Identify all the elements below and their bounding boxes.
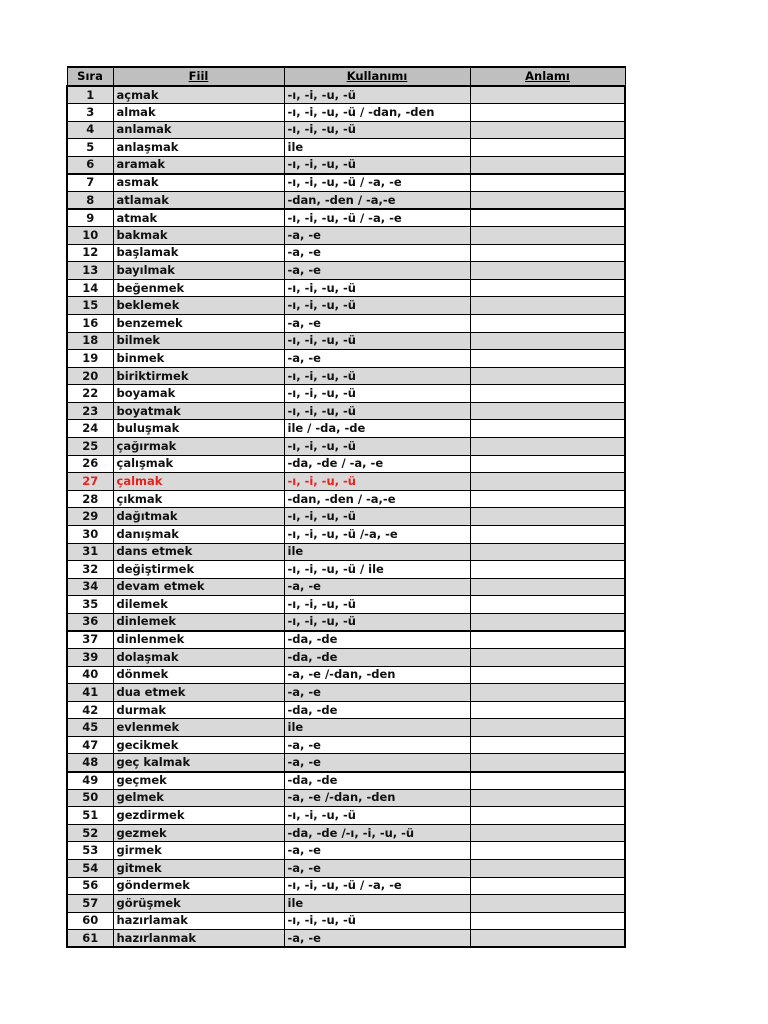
cell-sira: 13 <box>67 262 113 280</box>
cell-fiil: binmek <box>113 350 284 368</box>
cell-anlami <box>470 367 625 385</box>
cell-fiil: evlenmek <box>113 719 284 737</box>
cell-kullanimi: -a, -e <box>284 736 470 754</box>
cell-anlami <box>470 613 625 631</box>
table-row <box>67 649 625 667</box>
cell-fiil: gezmek <box>113 824 284 842</box>
cell-kullanimi: -a, -e <box>284 842 470 860</box>
cell-kullanimi: -ı, -i, -u, -ü <box>284 473 470 491</box>
cell-fiil: değiştirmek <box>113 561 284 579</box>
cell-fiil: çağırmak <box>113 438 284 456</box>
cell-kullanimi: -ı, -i, -u, -ü <box>284 279 470 297</box>
cell-fiil: atmak <box>113 209 284 227</box>
header-anlami: Anlamı <box>470 67 625 86</box>
cell-sira: 56 <box>67 877 113 895</box>
cell-fiil: gitmek <box>113 859 284 877</box>
cell-kullanimi: -ı, -i, -u, -ü <box>284 438 470 456</box>
cell-fiil: biriktirmek <box>113 367 284 385</box>
cell-sira: 26 <box>67 455 113 473</box>
cell-sira: 53 <box>67 842 113 860</box>
cell-sira: 34 <box>67 578 113 596</box>
cell-anlami <box>470 736 625 754</box>
cell-sira: 49 <box>67 772 113 790</box>
cell-anlami <box>470 578 625 596</box>
cell-kullanimi: -ı, -i, -u, -ü / -a, -e <box>284 877 470 895</box>
cell-anlami <box>470 209 625 227</box>
cell-sira: 50 <box>67 789 113 807</box>
cell-fiil: gezdirmek <box>113 807 284 825</box>
cell-kullanimi: -ı, -i, -u, -ü / -dan, -den <box>284 104 470 122</box>
cell-fiil: göndermek <box>113 877 284 895</box>
cell-kullanimi: -dan, -den / -a,-e <box>284 490 470 508</box>
cell-sira: 40 <box>67 666 113 684</box>
header-row <box>67 67 625 86</box>
cell-kullanimi: -ı, -i, -u, -ü <box>284 86 470 104</box>
table-row <box>67 684 625 702</box>
cell-anlami <box>470 402 625 420</box>
cell-sira: 18 <box>67 332 113 350</box>
cell-anlami <box>470 490 625 508</box>
cell-fiil: almak <box>113 104 284 122</box>
cell-anlami <box>470 895 625 913</box>
table-row <box>67 543 625 561</box>
cell-kullanimi: -a, -e <box>284 227 470 245</box>
cell-sira: 47 <box>67 736 113 754</box>
cell-fiil: boyatmak <box>113 402 284 420</box>
cell-anlami <box>470 86 625 104</box>
cell-fiil: girmek <box>113 842 284 860</box>
cell-anlami <box>470 561 625 579</box>
cell-fiil: görüşmek <box>113 895 284 913</box>
cell-anlami <box>470 332 625 350</box>
table-row <box>67 772 625 790</box>
table-row <box>67 842 625 860</box>
table-row <box>67 156 625 174</box>
cell-fiil: beğenmek <box>113 279 284 297</box>
cell-sira: 31 <box>67 543 113 561</box>
cell-sira: 35 <box>67 596 113 614</box>
cell-sira: 20 <box>67 367 113 385</box>
cell-fiil: çıkmak <box>113 490 284 508</box>
cell-anlami <box>470 139 625 157</box>
cell-fiil: bakmak <box>113 227 284 245</box>
cell-sira: 30 <box>67 525 113 543</box>
cell-anlami <box>470 420 625 438</box>
table-row <box>67 736 625 754</box>
table-row <box>67 895 625 913</box>
cell-sira: 16 <box>67 315 113 333</box>
cell-anlami <box>470 719 625 737</box>
cell-sira: 51 <box>67 807 113 825</box>
table-row <box>67 402 625 420</box>
table-row <box>67 227 625 245</box>
cell-fiil: gelmek <box>113 789 284 807</box>
cell-anlami <box>470 508 625 526</box>
cell-kullanimi: -a, -e <box>284 262 470 280</box>
cell-anlami <box>470 350 625 368</box>
table-row <box>67 701 625 719</box>
cell-anlami <box>470 789 625 807</box>
cell-kullanimi: -a, -e /-dan, -den <box>284 666 470 684</box>
cell-fiil: beklemek <box>113 297 284 315</box>
table-row <box>67 525 625 543</box>
header-fiil: Fiil <box>113 67 284 86</box>
cell-fiil: atlamak <box>113 191 284 209</box>
cell-sira: 9 <box>67 209 113 227</box>
header-kullanimi: Kullanımı <box>284 67 470 86</box>
table-row <box>67 877 625 895</box>
cell-sira: 48 <box>67 754 113 772</box>
table-row <box>67 859 625 877</box>
cell-fiil: dolaşmak <box>113 649 284 667</box>
table-row <box>67 385 625 403</box>
cell-fiil: çalmak <box>113 473 284 491</box>
cell-fiil: geçmek <box>113 772 284 790</box>
cell-fiil: danışmak <box>113 525 284 543</box>
cell-fiil: hazırlamak <box>113 912 284 930</box>
table-row <box>67 209 625 227</box>
cell-anlami <box>470 754 625 772</box>
cell-kullanimi: -ı, -i, -u, -ü <box>284 385 470 403</box>
table-row <box>67 139 625 157</box>
cell-anlami <box>470 279 625 297</box>
cell-kullanimi: ile <box>284 139 470 157</box>
cell-kullanimi: -ı, -i, -u, -ü <box>284 613 470 631</box>
table-row <box>67 315 625 333</box>
cell-sira: 61 <box>67 930 113 948</box>
cell-kullanimi: -ı, -i, -u, -ü <box>284 332 470 350</box>
cell-sira: 15 <box>67 297 113 315</box>
table-row <box>67 350 625 368</box>
table-row <box>67 613 625 631</box>
cell-fiil: aramak <box>113 156 284 174</box>
cell-fiil: gecikmek <box>113 736 284 754</box>
cell-kullanimi: -ı, -i, -u, -ü <box>284 156 470 174</box>
cell-kullanimi: -dan, -den / -a,-e <box>284 191 470 209</box>
cell-sira: 29 <box>67 508 113 526</box>
cell-anlami <box>470 525 625 543</box>
cell-anlami <box>470 824 625 842</box>
verb-table-sheet <box>66 66 624 948</box>
cell-anlami <box>470 807 625 825</box>
cell-fiil: devam etmek <box>113 578 284 596</box>
table-row <box>67 244 625 262</box>
table-row <box>67 191 625 209</box>
cell-anlami <box>470 191 625 209</box>
cell-kullanimi: -da, -de <box>284 631 470 649</box>
cell-fiil: dua etmek <box>113 684 284 702</box>
cell-sira: 23 <box>67 402 113 420</box>
cell-sira: 7 <box>67 174 113 192</box>
table-row <box>67 719 625 737</box>
cell-kullanimi: -ı, -i, -u, -ü <box>284 121 470 139</box>
cell-kullanimi: -ı, -i, -u, -ü <box>284 367 470 385</box>
cell-anlami <box>470 455 625 473</box>
cell-sira: 39 <box>67 649 113 667</box>
table-row <box>67 596 625 614</box>
cell-sira: 32 <box>67 561 113 579</box>
cell-anlami <box>470 912 625 930</box>
cell-kullanimi: -a, -e /-dan, -den <box>284 789 470 807</box>
table-body <box>67 86 625 947</box>
cell-sira: 41 <box>67 684 113 702</box>
cell-sira: 1 <box>67 86 113 104</box>
cell-sira: 57 <box>67 895 113 913</box>
cell-fiil: başlamak <box>113 244 284 262</box>
cell-fiil: dağıtmak <box>113 508 284 526</box>
cell-anlami <box>470 666 625 684</box>
cell-fiil: hazırlanmak <box>113 930 284 948</box>
cell-sira: 12 <box>67 244 113 262</box>
table-row <box>67 174 625 192</box>
table-row <box>67 332 625 350</box>
cell-kullanimi: -a, -e <box>284 244 470 262</box>
cell-fiil: durmak <box>113 701 284 719</box>
cell-fiil: asmak <box>113 174 284 192</box>
cell-anlami <box>470 701 625 719</box>
cell-anlami <box>470 262 625 280</box>
cell-sira: 22 <box>67 385 113 403</box>
cell-kullanimi: -a, -e <box>284 859 470 877</box>
cell-kullanimi: -da, -de <box>284 701 470 719</box>
table-row <box>67 473 625 491</box>
cell-kullanimi: ile <box>284 543 470 561</box>
cell-fiil: anlaşmak <box>113 139 284 157</box>
cell-sira: 6 <box>67 156 113 174</box>
cell-sira: 54 <box>67 859 113 877</box>
table-row <box>67 561 625 579</box>
cell-sira: 14 <box>67 279 113 297</box>
table-row <box>67 262 625 280</box>
cell-kullanimi: -ı, -i, -u, -ü /-a, -e <box>284 525 470 543</box>
cell-fiil: dinlemek <box>113 613 284 631</box>
cell-sira: 28 <box>67 490 113 508</box>
cell-fiil: geç kalmak <box>113 754 284 772</box>
cell-kullanimi: ile <box>284 895 470 913</box>
cell-anlami <box>470 596 625 614</box>
cell-kullanimi: -ı, -i, -u, -ü / -a, -e <box>284 209 470 227</box>
cell-anlami <box>470 631 625 649</box>
table-row <box>67 807 625 825</box>
cell-sira: 36 <box>67 613 113 631</box>
table-row <box>67 297 625 315</box>
cell-fiil: benzemek <box>113 315 284 333</box>
cell-sira: 37 <box>67 631 113 649</box>
cell-kullanimi: -ı, -i, -u, -ü / ile <box>284 561 470 579</box>
cell-kullanimi: -da, -de <box>284 649 470 667</box>
table-row <box>67 455 625 473</box>
cell-anlami <box>470 156 625 174</box>
cell-sira: 24 <box>67 420 113 438</box>
cell-sira: 4 <box>67 121 113 139</box>
cell-kullanimi: -a, -e <box>284 315 470 333</box>
table-row <box>67 438 625 456</box>
cell-sira: 60 <box>67 912 113 930</box>
table-row <box>67 86 625 104</box>
cell-kullanimi: -da, -de / -a, -e <box>284 455 470 473</box>
cell-anlami <box>470 385 625 403</box>
cell-kullanimi: -ı, -i, -u, -ü <box>284 297 470 315</box>
table-row <box>67 666 625 684</box>
cell-kullanimi: -da, -de /-ı, -i, -u, -ü <box>284 824 470 842</box>
table-row <box>67 824 625 842</box>
cell-fiil: bayılmak <box>113 262 284 280</box>
cell-anlami <box>470 930 625 948</box>
cell-anlami <box>470 104 625 122</box>
cell-sira: 5 <box>67 139 113 157</box>
cell-anlami <box>470 473 625 491</box>
cell-sira: 45 <box>67 719 113 737</box>
cell-anlami <box>470 297 625 315</box>
table-row <box>67 631 625 649</box>
cell-fiil: dans etmek <box>113 543 284 561</box>
cell-kullanimi: -a, -e <box>284 930 470 948</box>
cell-fiil: dilemek <box>113 596 284 614</box>
cell-sira: 27 <box>67 473 113 491</box>
cell-sira: 19 <box>67 350 113 368</box>
cell-kullanimi: -ı, -i, -u, -ü <box>284 807 470 825</box>
cell-sira: 52 <box>67 824 113 842</box>
cell-fiil: çalışmak <box>113 455 284 473</box>
cell-kullanimi: -a, -e <box>284 578 470 596</box>
cell-anlami <box>470 174 625 192</box>
cell-fiil: boyamak <box>113 385 284 403</box>
cell-kullanimi: -da, -de <box>284 772 470 790</box>
table-row <box>67 279 625 297</box>
cell-anlami <box>470 121 625 139</box>
cell-anlami <box>470 859 625 877</box>
cell-kullanimi: ile <box>284 719 470 737</box>
cell-anlami <box>470 438 625 456</box>
table-row <box>67 104 625 122</box>
table-row <box>67 367 625 385</box>
cell-anlami <box>470 244 625 262</box>
cell-fiil: dönmek <box>113 666 284 684</box>
cell-sira: 25 <box>67 438 113 456</box>
table-row <box>67 578 625 596</box>
cell-kullanimi: -ı, -i, -u, -ü <box>284 508 470 526</box>
cell-fiil: anlamak <box>113 121 284 139</box>
cell-sira: 8 <box>67 191 113 209</box>
cell-anlami <box>470 649 625 667</box>
cell-sira: 3 <box>67 104 113 122</box>
cell-anlami <box>470 772 625 790</box>
header-sira: Sıra <box>67 67 113 86</box>
cell-anlami <box>470 315 625 333</box>
cell-anlami <box>470 543 625 561</box>
table-row <box>67 912 625 930</box>
cell-anlami <box>470 877 625 895</box>
table-row <box>67 121 625 139</box>
cell-kullanimi: -ı, -i, -u, -ü / -a, -e <box>284 174 470 192</box>
cell-anlami <box>470 842 625 860</box>
table-row <box>67 420 625 438</box>
cell-kullanimi: -ı, -i, -u, -ü <box>284 402 470 420</box>
cell-kullanimi: ile / -da, -de <box>284 420 470 438</box>
table-row <box>67 754 625 772</box>
cell-anlami <box>470 227 625 245</box>
cell-kullanimi: -ı, -i, -u, -ü <box>284 596 470 614</box>
table-row <box>67 490 625 508</box>
verb-table <box>66 66 626 948</box>
table-row <box>67 508 625 526</box>
table-row <box>67 930 625 948</box>
cell-kullanimi: -ı, -i, -u, -ü <box>284 912 470 930</box>
table-row <box>67 789 625 807</box>
cell-kullanimi: -a, -e <box>284 754 470 772</box>
cell-sira: 42 <box>67 701 113 719</box>
cell-sira: 10 <box>67 227 113 245</box>
cell-fiil: açmak <box>113 86 284 104</box>
cell-fiil: dinlenmek <box>113 631 284 649</box>
cell-fiil: bilmek <box>113 332 284 350</box>
cell-kullanimi: -a, -e <box>284 684 470 702</box>
cell-kullanimi: -a, -e <box>284 350 470 368</box>
cell-anlami <box>470 684 625 702</box>
cell-fiil: buluşmak <box>113 420 284 438</box>
